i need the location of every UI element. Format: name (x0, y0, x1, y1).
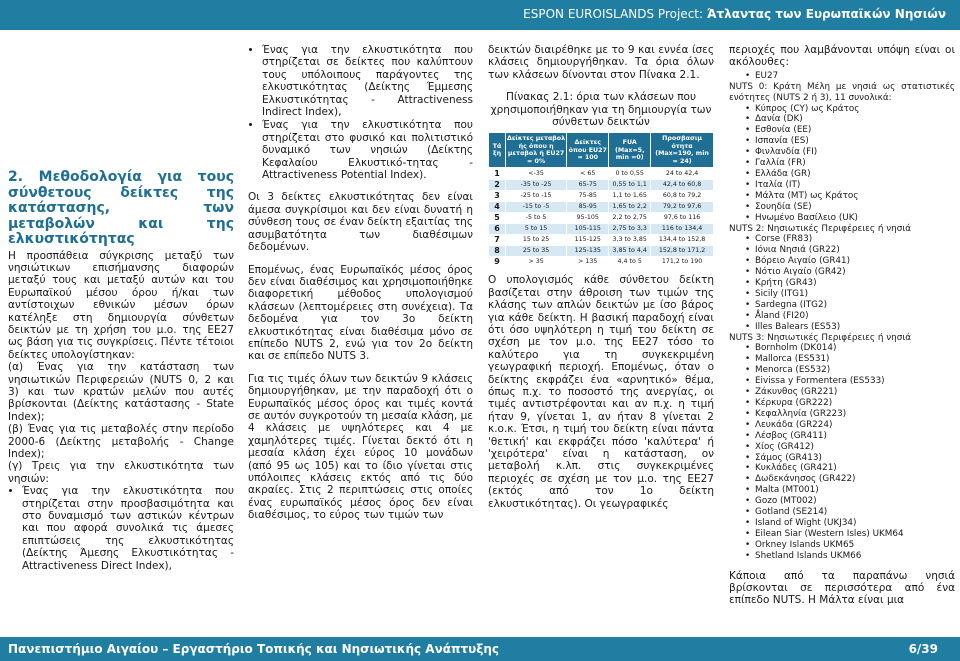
list-item: • Malta (MT001) (755, 485, 955, 496)
table-cell: 85-95 (567, 201, 609, 212)
list-item: • Ιόνια Νησιά (GR22) (755, 245, 955, 256)
table-cell: 1,1 to 1,65 (609, 190, 651, 201)
list-item: • Δωδεκάνησος (GR422) (755, 474, 955, 485)
list-item: • Eilean Siar (Western Isles) UKM64 (755, 529, 955, 540)
table-cell: 152,8 to 171,2 (651, 246, 714, 257)
table-row (489, 223, 714, 234)
column-1 (8, 170, 234, 573)
list-item: • Bornholm (DK014) (755, 343, 955, 354)
list-item: • Κέρκυρα (GR222) (755, 398, 955, 409)
list-item: • Ένας για την ελκυστικότητα που στηρίζεται στην προσβασιμότητα και στο δυναμισμό των αστικών κέντρων και που αφορά συνολικά τις άμεσες επιπτώσεις της ελκυστικότητας (Δείκτης Άμεσης Ελκυστικότητας - Attractiveness Direct Index), (22, 485, 234, 572)
paragraph: (β) Ένας για τις μεταβολές στην περίοδο 2000-6 (Δείκτης μεταβολής - Change Index); (8, 423, 234, 460)
table-row (489, 235, 714, 246)
list-item: • Κύπρος (CY) ως Κράτος (755, 104, 955, 115)
bullet-list (8, 485, 234, 572)
column-3 (488, 44, 714, 520)
list-item: • Νότιο Αιγαίο (GR42) (755, 267, 955, 278)
table-row-index: 2 (489, 179, 506, 190)
list-item: • Island of Wight (UKJ34) (755, 518, 955, 529)
list-item: • Σουηδία (SE) (755, 202, 955, 213)
table-cell: <-35 (506, 168, 567, 179)
list-item: • Menorca (ES532) (755, 365, 955, 376)
list-item: • Mallorca (ES531) (755, 354, 955, 365)
column-2 (248, 44, 473, 532)
footer-bar (0, 637, 960, 661)
table-cell: 116 to 134,4 (651, 223, 714, 234)
list-item: • Κυκλάδες (GR421) (755, 463, 955, 474)
region-list (729, 71, 955, 562)
table-cell: 25 to 35 (506, 246, 567, 257)
list-item: • Χίος (GR412) (755, 442, 955, 453)
table-cell: 97,6 to 116 (651, 212, 714, 223)
table-cell: 0,55 to 1,1 (609, 179, 651, 190)
list-item: • Λευκάδα (GR224) (755, 420, 955, 431)
list-item: • Εσθονία (EE) (755, 125, 955, 136)
header-bar (0, 0, 960, 30)
table-cell: 134,4 to 152,8 (651, 235, 714, 246)
table-cell: 171,2 to 190 (651, 257, 714, 268)
table-row (489, 257, 714, 268)
list-item: • Sicily (ITG1) (755, 289, 955, 300)
table-row-index: 5 (489, 212, 506, 223)
list-item: • Φινλανδία (FI) (755, 147, 955, 158)
page-number: 6/39 (908, 642, 938, 656)
list-item: • Corse (FR83) (755, 234, 955, 245)
paragraph: περιοχές που λαμβάνονται υπόψη είναι οι ακόλουθες: (729, 44, 955, 69)
table-row-index: 7 (489, 235, 506, 246)
table-cell: 65-75 (567, 179, 609, 190)
table-row-index: 1 (489, 168, 506, 179)
list-item: • Åland (FI20) (755, 311, 955, 322)
table-row-index: 9 (489, 257, 506, 268)
table-cell: -25 to -15 (506, 190, 567, 201)
table-cell: > 35 (506, 257, 567, 268)
table-caption: Πίνακας 2.1: όρια των κλάσεων που χρησιμοποιήθηκαν για τη δημιουργία των σύνθετων δεικτών (490, 91, 712, 129)
table-cell: 42,4 to 60,8 (651, 179, 714, 190)
list-item: • Orkney Islands UKM65 (755, 540, 955, 551)
list-item: • Ελλάδα (GR) (755, 169, 955, 180)
table-cell: < 65 (567, 168, 609, 179)
header-project-label: ESPON EUROISLANDS Project: (523, 7, 704, 21)
list-item: • Eivissa y Formentera (ES533) (755, 376, 955, 387)
table-cell: > 135 (567, 257, 609, 268)
paragraph: Επομένως, ένας Ευρωπαϊκός μέσος όρος δεν είναι διαθέσιμος και χρησιμοποιήθηκε διαφορετική μέθοδος υπολογισμού κλάσεων (λεπτομέρειες στη συνέχεια). Τα δεδομένα για τον 3ο δείκτη ελκυστικότητας είναι διαθέσιμα μόνο σε επίπεδο NUTS 2, ενώ για τον 2ο δείκτη και σε επίπεδο NUTS 3. (248, 263, 473, 363)
list-item: • Gotland (SE214) (755, 507, 955, 518)
list-item: • Ηνωμένο Βασίλειο (UK) (755, 213, 955, 224)
list-item: • Shetland Islands UKM66 (755, 551, 955, 562)
table-cell: 115-125 (567, 235, 609, 246)
paragraph: Οι 3 δείκτες ελκυστικότητας δεν είναι άμεσα συγκρίσιμοι και δεν είναι δυνατή η σύνθεση τους σε έναν δείκτη εξαιτίας της ασυμβατότητα των διαθέσιμων δεδομένων. (248, 191, 473, 254)
list-item: • Gozo (MT002) (755, 496, 955, 507)
table-cell: 3,85 to 4,4 (609, 246, 651, 257)
paragraph: (α) Ένας για την κατάσταση των νησιωτικών Περιφερειών (NUTS 0, 2 και 3) και των κρατών μελών που αυτές βρίσκονται (Δείκτης κατάστασης - State Index); (8, 361, 234, 423)
table-header-cell: Δείκτες όπου EU27 = 100 (567, 133, 609, 168)
table-cell: 79,2 to 97,6 (651, 201, 714, 212)
list-item: • Γαλλία (FR) (755, 158, 955, 169)
list-item: • Δανία (DK) (755, 114, 955, 125)
table-cell: 2,75 to 3,3 (609, 223, 651, 234)
footer-org: Πανεπιστήμιο Αιγαίου – Εργαστήριο Τοπικής και Νησιωτικής Ανάπτυξης (8, 642, 499, 656)
table-cell: 4,4 to 5 (609, 257, 651, 268)
table-row-index: 8 (489, 246, 506, 257)
table-body (489, 168, 714, 268)
table-cell: -5 to 5 (506, 212, 567, 223)
table-row-index: 3 (489, 190, 506, 201)
table-cell: 3,3 to 3,85 (609, 235, 651, 246)
table-cell: 75-85 (567, 190, 609, 201)
table-header-row (489, 133, 714, 168)
table-row-index: 6 (489, 223, 506, 234)
table-cell: -15 to -5 (506, 201, 567, 212)
list-item: • Ιταλία (IT) (755, 180, 955, 191)
paragraph: Ο υπολογισμός κάθε σύνθετου δείκτη βασίζεται στην άθροιση των τιμών της κλάσης των απλών δεικτών με ίσο βάρος για κάθε δείκτη. Η βασική παραδοχή είναι ότι όσο υψηλότερη η τιμή του δείκτη σε σχέση με τον μ.ο. της ΕΕ27 τόσο το καλύτερο για τη συγκεκριμένη γεωγραφική περιοχή. Επομένως, όταν ο δείκτης εκφράζει ένα «αρνητικό» θέμα, όπως π.χ. το ποσοστό της ανεργίας, οι τιμές αντιστρέφονται και αν π.χ. η τιμή ήταν 9, γίνεται 1, αν ήταν 8 γίνεται 2 κ.ο.κ. Έτσι, η τιμή του δείκτη είναι πάντα 'θετική' και εκφράζει πόσο 'καλύτερα' ή 'χειρότερα' είναι η κατάσταση, ον μεταβολή κ.λπ. στις συγκεκριμένες περιοχές σε σχέση με τον μ.ο. της ΕΕ27 (εκτός από τον 1ο δείκτη ελκυστικότητας). Οι γεωγραφικές (488, 274, 714, 510)
list-item: • Ζάκυνθος (GR221) (755, 387, 955, 398)
table-row (489, 168, 714, 179)
list-item: • Ισπανία (ES) (755, 136, 955, 147)
table-cell: 15 to 25 (506, 235, 567, 246)
table-header-cell: Δείκτες μεταβολ ής όπου η μεταβολ ή EU27 = 0% (506, 133, 567, 168)
list-item: • Illes Balears (ES53) (755, 322, 955, 333)
table-cell: -35 to -25 (506, 179, 567, 190)
paragraph: (γ) Τρεις για την ελκυστικότητα των νησιών: (8, 460, 234, 485)
table-cell: 24 to 42,4 (651, 168, 714, 179)
list-item: • Ένας για την ελκυστικότητα που στηρίζεται στο φυσικό και πολιτιστικό δυναμικό των νησιών (Δείκτης Κεφαλαίου Ελκυστικό-τητας - Attractiveness Potential Index). (262, 119, 473, 181)
list-item: • Βόρειο Αιγαίο (GR41) (755, 256, 955, 267)
paragraph: δεικτών διαιρέθηκε με το 9 και εννέα ίσες κλάσεις δημιουργήθηκαν. Τα όρια όλων των κλάσεων δίνονται στον Πίνακα 2.1. (488, 44, 714, 81)
paragraph: Η προσπάθεια σύγκρισης μεταξύ των νησιώτικων επισήμανσης διαφορών μεταξύ τους και μεταξύ αυτών και του Ευρωπαϊκού μέσου όρου ή/και των αντίστοιχων εθνικών μέσων όρων κατέληξε στη δημιουργία σύνθετων δεικτών με τη χρήση του μ.ο. της ΕΕ27 ως βάση για τις συγκρίσεις. Πέντε τέτοιοι δείκτες υπολογίστηκαν: (8, 249, 234, 361)
table-cell: 1,65 to 2,2 (609, 201, 651, 212)
table-cell: 60,8 to 79,2 (651, 190, 714, 201)
list-item: • EU27 (755, 71, 955, 82)
list-item: • Λέσβος (GR411) (755, 431, 955, 442)
section-heading: 2. Μεθοδολογία για τους σύνθετους δείκτες της κατάστασης, των μεταβολών και της ελκυστικότητας (8, 169, 234, 247)
list-heading: NUTS 2: Νησιωτικές Περιφέρειες ή νησιά (729, 223, 912, 234)
table-cell: 2,2 to 2,75 (609, 212, 651, 223)
list-item: • Μάλτα (MT) ως Κράτος (755, 191, 955, 202)
table-cell: 5 to 15 (506, 223, 567, 234)
table-header-cell: FUA (Max=5, min =0) (609, 133, 651, 168)
list-heading: NUTS 3: Νησιωτικές Περιφέρειες ή νησιά (729, 332, 912, 343)
table-row (489, 190, 714, 201)
header-project-title: Άτλαντας των Ευρωπαϊκών Νησιών (706, 7, 946, 21)
list-item: • Ένας για την ελκυστικότητα που στηρίζεται σε δείκτες που καλύπτουν τους υπόλοιπους παράγοντες της ελκυστικότητας (Δείκτης Έμμεσης Ελκυστικότητας - Attractiveness Indirect Index), (262, 44, 473, 118)
table-row (489, 179, 714, 190)
table-cell: 95-105 (567, 212, 609, 223)
table-cell: 0 to 0,55 (609, 168, 651, 179)
list-item: • Κεφαλληνία (GR223) (755, 409, 955, 420)
list-item: • Κρήτη (GR43) (755, 278, 955, 289)
table-row-index: 4 (489, 201, 506, 212)
table-row (489, 212, 714, 223)
bullet-list (248, 44, 473, 181)
column-4 (729, 44, 955, 617)
table-row (489, 246, 714, 257)
list-item: • Sardegna (ITG2) (755, 300, 955, 311)
table-header-cell: Τά ξη (489, 133, 506, 168)
paragraph: Για τις τιμές όλων των δεικτών 9 κλάσεις δημιουργήθηκαν, με την παραδοχή ότι ο Ευρωπαϊκός μέσος όρος και τιμές κοντά σε αυτόν συγκροτούν τη μεσαία κλάση, με 4 κλάσεις με υψηλότερες και 4 με χαμηλότερες τιμές. Γίνεται δεκτό ότι η μεσαία κλάση έχει εύρος 10 μονάδων (από 95 ως 105) και το ίδιο γίνεται στις υπόλοιπες κλάσεις εκτός από τις δύο ακραίες. Στις 2 περιπτώσεις στις οποίες ένας ευρωπαϊκός μέσος όρος δεν είναι διαθέσιμος, το εύρος των τιμών των (248, 372, 473, 522)
header-title (523, 7, 946, 21)
table-row (489, 201, 714, 212)
table-cell: 105-115 (567, 223, 609, 234)
table-header-cell: Προσβασιμ ότητα (Max=190, min = 24) (651, 133, 714, 168)
table-cell: 125-135 (567, 246, 609, 257)
list-heading: NUTS 0: Κράτη Μέλη με νησιά ως στατιστικές ενότητες (NUTS 2 ή 3), 11 συνολικά: (729, 81, 955, 103)
class-limits-table (488, 132, 714, 268)
paragraph: Κάποια από τα παραπάνω νησιά βρίσκονται σε περισσότερα από ένα επίπεδο NUTS. Η Μάλτα είναι μια (729, 569, 955, 607)
list-item: • Σάμος (GR413) (755, 453, 955, 464)
